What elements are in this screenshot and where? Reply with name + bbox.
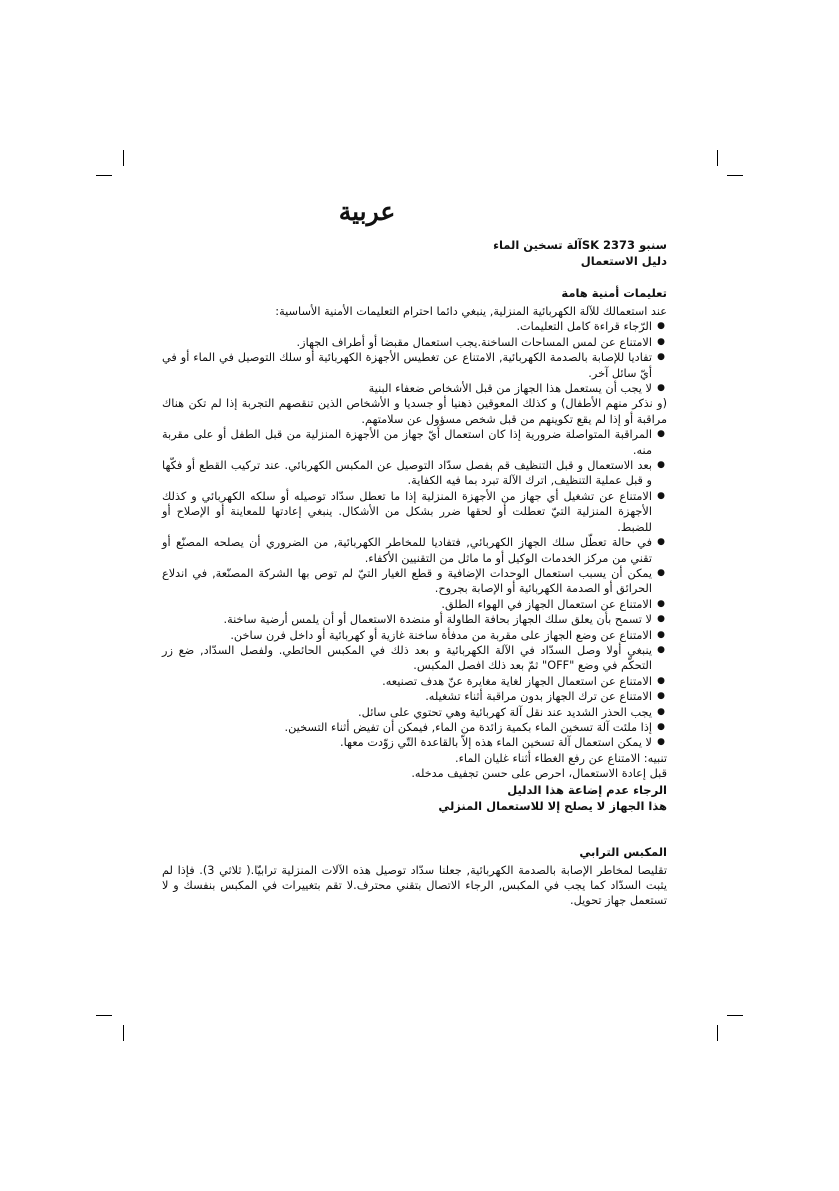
safety-item-text: لا يجب أن يستعمل هذا الجهاز من قبل الأشخاص ضعفاء البنية: [368, 382, 652, 396]
safety-item-text: المراقبة المتواصلة ضرورية إذا كان استعمال أيّ جهاز من الأجهزة المنزلية من قبل الطفل أو على مقربة منه.: [162, 428, 652, 457]
bullet-icon: ●: [657, 629, 665, 640]
keep-manual-note: الرجاء عدم إضاعة هذا الدليل: [507, 782, 667, 797]
safety-item-text: الامتناع عن ترك الجهاز بدون مراقبة أثناء تشغيله.: [425, 690, 652, 704]
crop-mark: [717, 150, 718, 166]
crop-mark: [717, 1025, 718, 1041]
bullet-icon: ●: [657, 383, 665, 394]
crop-mark: [96, 1015, 112, 1016]
bullet-icon: ●: [657, 352, 665, 363]
drying-note: قبل إعادة الاستعمال، احرص على حسن تجفيف مدخله.: [411, 767, 667, 781]
safety-item-text: (و نذكر منهم الأطفال) و كذلك المعوقين ذهنيا أو جسديا و الأشخاص الذين تنقصهم التجربة إذا لم تكن هناك مراقبة أو إذا لم يقع تكوينهم من قبل شخص مسؤول عن سلامتهم.: [162, 397, 667, 426]
safety-item: [162, 689, 667, 704]
safety-item: [162, 674, 667, 689]
safety-item: [162, 381, 667, 396]
safety-item-text: بعد الاستعمال و قبل التنظيف قم بفصل سدّاد التوصيل عن المكبس الكهربائي. عند تركيب القطع أو فكّها و قبل عملية التنظيف, اترك الآلة تبرد بما فيه الكفاية.: [162, 459, 652, 488]
safety-item: [162, 628, 667, 643]
manual-title: دليل الاستعمال: [580, 254, 667, 268]
safety-item-text: إذا ملئت آلة تسخين الماء بكمية زائدة من الماء, فيمكن أن تفيض أثناء التسخين.: [284, 720, 652, 734]
safety-item: [162, 597, 667, 612]
bullet-icon: ●: [657, 675, 665, 686]
safety-item: [162, 350, 667, 381]
bullet-icon: ●: [657, 721, 665, 732]
bullet-icon: ●: [657, 490, 665, 501]
safety-item: [162, 427, 667, 458]
safety-item-text: يجب الحذر الشديد عند نقل آلة كهربائية وهي تحتوي على سائل.: [358, 705, 652, 719]
safety-item-text: الامتناع عن لمس المساحات الساخنة.يجب استعمال مقبضا أو أطراف الجهاز.: [296, 335, 652, 349]
bullet-icon: ●: [657, 691, 665, 702]
bullet-icon: ●: [657, 460, 665, 471]
bullet-icon: ●: [657, 598, 665, 609]
safety-item-text: لا تسمح بأن يعلق سلك الجهاز بحافة الطاولة أو منضدة الاستعمال أو أن يلمس أرضية ساخنة.: [223, 613, 652, 627]
language-title: عربية: [338, 197, 396, 226]
safety-intro: عند استعمالك للآلة الكهربائية المنزلية, ينبغي دائما احترام التعليمات الأمنية الأساسية:: [275, 305, 667, 318]
bullet-icon: ●: [657, 644, 665, 655]
safety-item-text: الامتناع عن تشغيل أي جهاز من الأجهزة المنزلية إذا ما تعطل سدّاد توصيله أو سلكه الكهربائي و كذلك الأجهزة المنزلية التيّ تعطلت أو لحقها ضرر بشكل من الأشكال. ينبغي إعادتها للمعاينة أو الإصلاح أو للضبط.: [162, 489, 652, 534]
safety-item: [162, 720, 667, 735]
safety-item-text: الامتناع عن وضع الجهاز على مقربة من مدفأة ساخنة غازية أو كهربائية أو داخل فرن ساخن.: [230, 628, 652, 642]
safety-item-text: الرّجاء قراءة كامل التعليمات.: [516, 320, 652, 334]
safety-item-text: الامتناع عن استعمال الجهاز لغاية مغايرة عنّ هدف تصنيعه.: [382, 674, 652, 688]
safety-item: [162, 705, 667, 720]
bullet-icon: ●: [657, 336, 665, 347]
safety-item-text: لا يمكن استعمال آلة تسخين الماء هذه إلاّ بالقاعدة التّي زوّدت معها.: [339, 736, 652, 750]
bullet-icon: ●: [657, 706, 665, 717]
safety-item: [162, 735, 667, 750]
bullet-icon: ●: [657, 321, 665, 332]
bullet-icon: ●: [657, 614, 665, 625]
household-use-note: هذا الجهاز لا يصلح إلا للاستعمال المنزلي: [438, 798, 667, 813]
safety-item-text: الامتناع عن استعمال الجهاز في الهواء الطلق.: [441, 597, 652, 611]
bullet-icon: ●: [657, 537, 665, 548]
warning-note: تنبيه: الامتناع عن رفع الغطاء أثناء غليان الماء.: [455, 751, 667, 765]
grounded-plug-heading: المكبس الترابي: [579, 844, 667, 859]
safety-item-text: في حالة تعطّل سلك الجهاز الكهربائي, فتفاديا للمخاطر الكهربائية, من الضروري أن يصلحه المصنّع أو تقني من مركز الخدمات الوكيل أو ما ماثل من التقنيين الأكفاء.: [162, 536, 652, 565]
safety-item-text: يمكن أن يسبب استعمال الوحدات الإضافية و قطع الغيار التيّ لم توص بها الشركة المصنّعة, في اندلاع الحرائق أو الصدمة الكهربائية أو الإصابة بجروح.: [162, 566, 652, 596]
crop-mark: [123, 1025, 124, 1041]
safety-heading: تعليمات أمنية هامة: [561, 286, 667, 300]
bullet-icon: ●: [657, 429, 665, 440]
safety-item: [162, 319, 667, 334]
model-line: سنبو SK 2373آلة تسخين الماء: [493, 238, 667, 252]
safety-item: [162, 535, 667, 566]
bullet-icon: ●: [657, 737, 665, 748]
safety-item-text: تفاديا للإصابة بالصدمة الكهربائية, الامتناع عن تغطيس الأجهزة الكهربائية أو سلك التوصيل في الماء أو في أيّ سائل آخر.: [162, 351, 652, 380]
grounded-plug-text: تقليصا لمخاطر الإصابة بالصدمة الكهربائية, جعلنا سدّاد توصيل هذه الآلات المنزلية ترابيّا.( ثلاثي 3). فإذا لم يثبت السدّاد كما يجب في المكبس, الرجاء الاتصال بتقني محترف.لا تقم بتغييرات في المكبس بنفسك و لا تستعمل جهاز تحويل.: [162, 863, 668, 908]
safety-item: [162, 489, 667, 535]
safety-list: [162, 319, 667, 750]
crop-mark: [123, 150, 124, 166]
safety-item: [162, 458, 667, 489]
crop-mark: [727, 1015, 743, 1016]
safety-item: [162, 396, 667, 427]
safety-item: [162, 335, 667, 350]
safety-item: [162, 643, 667, 674]
safety-item-text: ينبغي أولا وصل السدّاد في الآلة الكهربائية و بعد ذلك في المكبس الحائطي. ولفصل السدّاد, ضع زر التحكّم في وضع "OFF" ثمّ بعد ذلك افصل المكبس.: [162, 643, 652, 673]
crop-mark: [96, 175, 112, 176]
document-page: [162, 195, 667, 909]
safety-item: [162, 612, 667, 627]
bullet-icon: ●: [657, 567, 665, 578]
safety-item: [162, 566, 667, 597]
crop-mark: [727, 175, 743, 176]
